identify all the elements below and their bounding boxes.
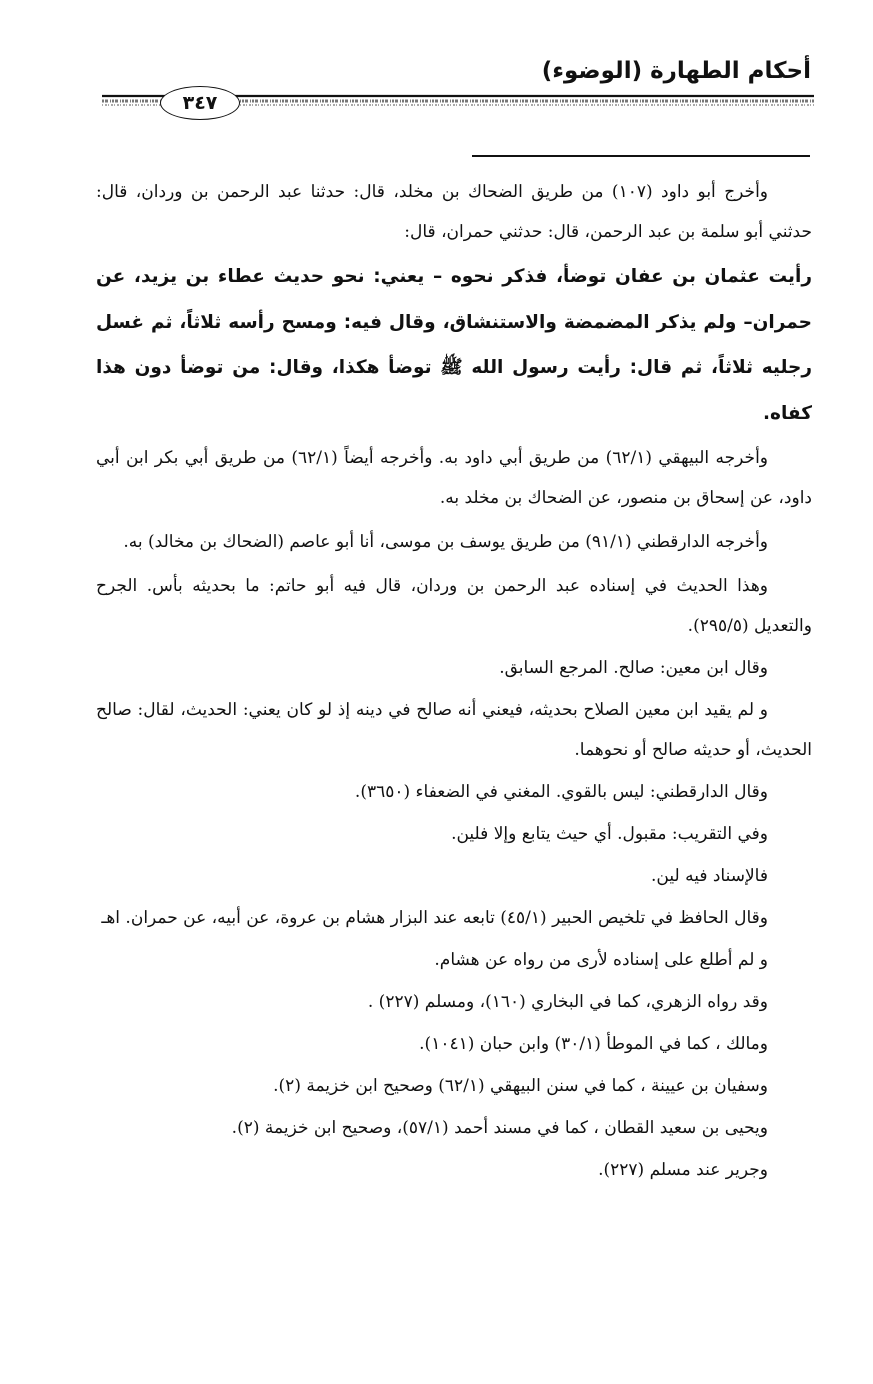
paragraph: ويحيى بن سعيد القطان ، كما في مسند أحمد (٥٧/١)، وصحيح ابن خزيمة (٢).: [231, 1118, 768, 1138]
paragraph: و لم يقيد ابن معين الصلاح بحديثه، فيعني أنه صالح في دينه إذ لو كان يعني: الحديث، لقال: صالح الحديث، أو حديثه صالح أو نحوهما.: [96, 700, 812, 760]
paragraph: فالإسناد فيه لين.: [651, 866, 768, 886]
paragraph: ومالك ، كما في الموطأ (٣٠/١) وابن حبان (١٠٤١).: [419, 1034, 768, 1054]
running-header-title: أحكام الطهارة (الوضوء): [541, 58, 811, 84]
footnote-separator-rule: [472, 155, 810, 157]
paragraph: وأخرجه الدارقطني (٩١/١) من طريق يوسف بن موسى، أنا أبو عاصم (الضحاك بن مخالد) به.: [123, 532, 768, 552]
hadith-text: رأيت عثمان بن عفان توضأ، فذكر نحوه – يعني: نحو حديث عطاء بن يزيد، عن حمران– ولم يذكر المضمضة والاستنشاق، وقال فيه: ومسح رأسه ثلاثاً، ثم غسل رجليه ثلاثاً، ثم قال: رأيت رسول الله ﷺ توضأ هكذا، وقال: من توضأ دون هذا كفاه.: [96, 266, 812, 424]
paragraph: وجرير عند مسلم (٢٢٧).: [598, 1160, 768, 1180]
paragraph: وهذا الحديث في إسناده عبد الرحمن بن وردان، قال فيه أبو حاتم: ما بحديثه بأس. الجرح والتعديل (٢٩٥/٥).: [96, 576, 812, 636]
paragraph: وقال الدارقطني: ليس بالقوي. المغني في الضعفاء (٣٦٥٠).: [354, 782, 768, 802]
paragraph: وقال ابن معين: صالح. المرجع السابق.: [499, 658, 768, 678]
page-number: ٣٤٧: [160, 86, 240, 120]
page-body: [96, 172, 812, 1190]
paragraph: وأخرجه البيهقي (٦٢/١) من طريق أبي داود به. وأخرجه أيضاً (٦٢/١) من طريق أبي بكر ابن أبي داود، عن إسحاق بن منصور، عن الضحاك بن مخلد به.: [96, 448, 812, 508]
paragraph: وأخرج أبو داود (١٠٧) من طريق الضحاك بن مخلد، قال: حدثنا عبد الرحمن بن وردان، قال: حدثني أبو سلمة بن عبد الرحمن، قال: حدثني حمران، قال:: [96, 182, 812, 242]
paragraph: وسفيان بن عيينة ، كما في سنن البيهقي (٦٢/١) وصحيح ابن خزيمة (٢).: [273, 1076, 768, 1096]
paragraph: وقال الحافظ في تلخيص الحبير (٤٥/١) تابعه عند البزار هشام بن عروة، عن أبيه، عن حمران. اهـ: [101, 908, 768, 928]
paragraph: وقد رواه الزهري، كما في البخاري (١٦٠)، ومسلم (٢٢٧) .: [367, 992, 768, 1012]
paragraph: و لم أطلع على إسناده لأرى من رواه عن هشام.: [434, 950, 768, 970]
paragraph: وفي التقريب: مقبول. أي حيث يتابع وإلا فلين.: [451, 824, 768, 844]
